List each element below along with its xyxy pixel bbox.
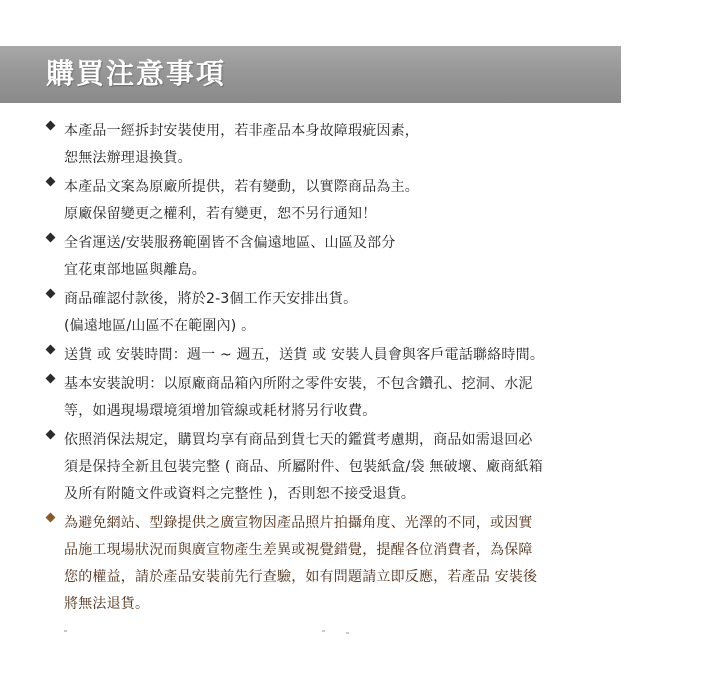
notice-text-line: 及所有附隨文件或資料之完整性 )，否則恕不接受退貨。: [64, 486, 416, 502]
diamond-bullet-icon: [47, 431, 56, 440]
notice-item: [45, 371, 615, 425]
diamond-bullet-icon: [47, 375, 56, 384]
notice-text-line: 本產品一經拆封安裝使用，若非產品本身故障瑕疵因素，: [64, 123, 419, 139]
notice-text-line: 本產品文案為原廠所提供，若有變動，以實際商品為主。: [64, 179, 419, 195]
notice-text-line: 原廠保留變更之權利，若有變更，恕不另行通知！: [64, 206, 377, 222]
notice-item: [45, 118, 615, 172]
decorative-dot: [346, 632, 349, 634]
notice-item: [45, 342, 615, 369]
notice-text-line: (偏遠地區/山區不在範圍內) 。: [64, 318, 256, 334]
notice-item: [45, 230, 615, 284]
notice-item: [45, 427, 615, 508]
header-banner: [0, 46, 621, 103]
notice-text-line: 品施工現場狀況而與廣宣物產生差異或視覺錯覺，提醒各位消費者，為保障: [64, 542, 533, 558]
diamond-bullet-icon: [47, 514, 56, 523]
notice-text-line: 恕無法辦理退換貨。: [64, 150, 192, 166]
footer-dots: [0, 630, 713, 640]
notice-text-line: 您的權益，請於產品安裝前先行查驗，如有問題請立即反應，若產品 安裝後: [64, 569, 538, 585]
diamond-bullet-icon: [47, 290, 56, 299]
notice-item: [45, 510, 615, 618]
notice-text-line: 宜花東部地區與離島。: [64, 262, 206, 278]
notice-item: [45, 286, 615, 340]
decorative-dot: [322, 630, 325, 632]
notice-item: [45, 174, 615, 228]
page-title: 購買注意事項: [46, 57, 227, 90]
notice-text-line: 商品確認付款後，將於2-3個工作天安排出貨。: [64, 291, 358, 307]
notice-text-line: 送貨 或 安裝時間：週一 ~ 週五，送貨 或 安裝人員會與客戶電話聯絡時間。: [64, 347, 545, 363]
notice-list: [45, 118, 615, 620]
diamond-bullet-icon: [47, 346, 56, 355]
notice-text-line: 全省運送/安裝服務範圍皆不含偏遠地區、山區及部分: [64, 235, 396, 251]
diamond-bullet-icon: [47, 178, 56, 187]
diamond-bullet-icon: [47, 122, 56, 131]
notice-text-line: 基本安裝說明：以原廠商品箱內所附之零件安裝，不包含鑽孔、挖洞、水泥: [64, 376, 533, 392]
notice-text-line: 等，如遇現場環境須增加管線或耗材將另行收費。: [64, 403, 377, 419]
diamond-bullet-icon: [47, 234, 56, 243]
notice-text-line: 將無法退貨。: [64, 596, 150, 612]
notice-text-line: 須是保持全新且包裝完整 ( 商品、所屬附件、包裝紙盒/袋 無破壞、廠商紙箱: [64, 459, 543, 475]
notice-text-line: 依照消保法規定，購買均享有商品到貨七天的鑑賞考慮期，商品如需退回必: [64, 432, 533, 448]
decorative-dot: [64, 630, 67, 632]
notice-text-line: 為避免網站、型錄提供之廣宣物因產品照片拍攝角度、光澤的不同，或因實: [64, 515, 533, 531]
